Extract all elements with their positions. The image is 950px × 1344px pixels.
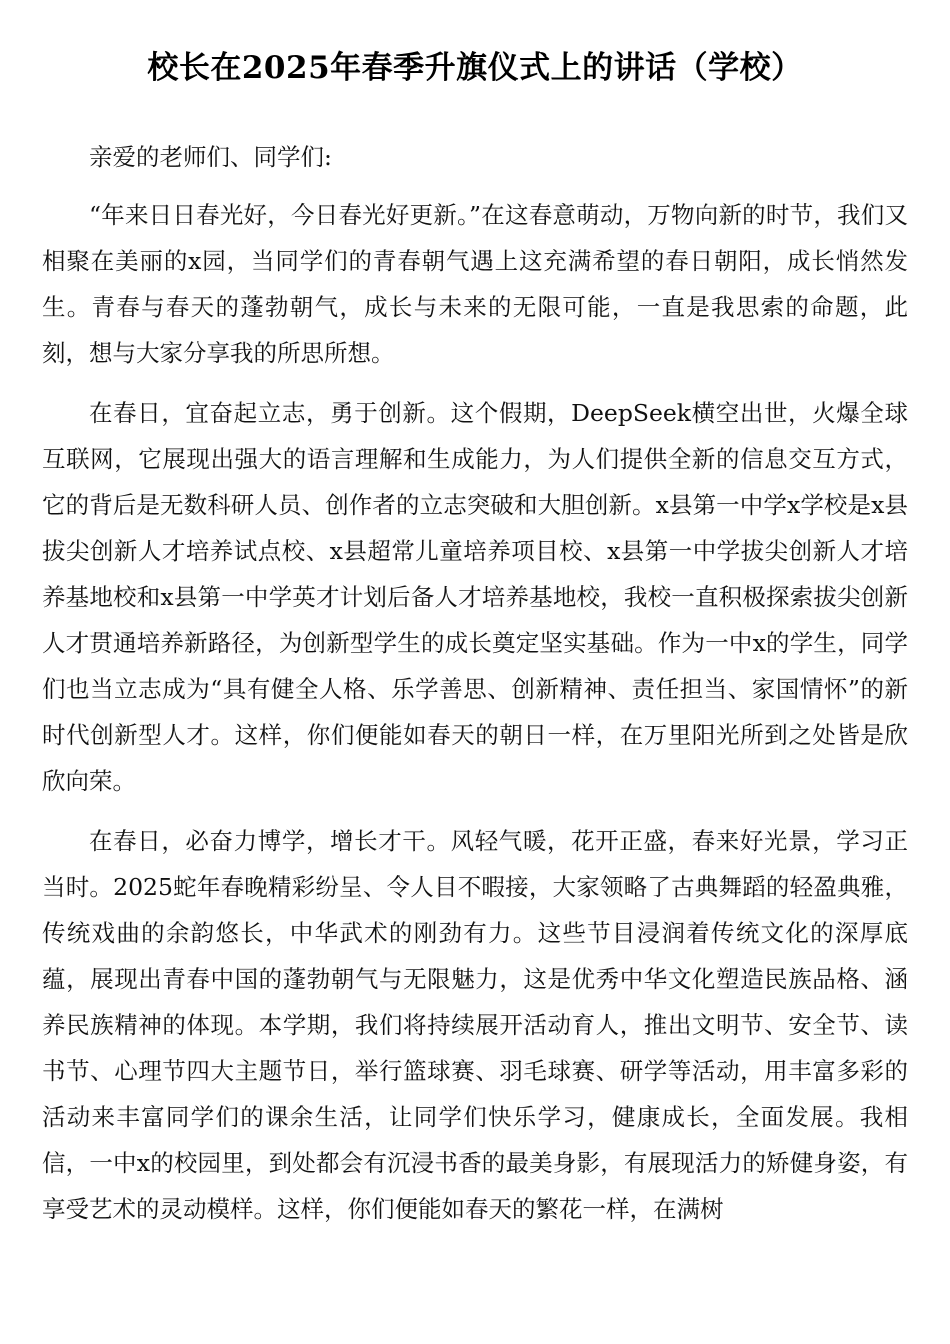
document-page: [42, 0, 908, 1246]
document-title: 校长在2025年春季升旗仪式上的讲话（学校）: [147, 50, 803, 86]
paragraph-3: 在春日，必奋力博学，增长才干。风轻气暖，花开正盛，春来好光景，学习正当时。2025蛇年春晚精彩纷呈、令人目不暇接，大家领略了古典舞蹈的轻盈典雅，传统戏曲的余韵悠长，中华武术的刚劲有力。这些节目浸润着传统文化的深厚底蕴，展现出青春中国的蓬勃朝气与无限魅力，这是优秀中华文化塑造民族品格、涵养民族精神的体现。本学期，我们将持续展开活动育人，推出文明节、安全节、读书节、心理节四大主题节日，举行篮球赛、羽毛球赛、研学等活动，用丰富多彩的活动来丰富同学们的课余生活，让同学们快乐学习，健康成长，全面发展。我相信，一中x的校园里，到处都会有沉浸书香的最美身影，有展现活力的矫健身姿，有享受艺术的灵动模样。这样，你们便能如春天的繁花一样，在满树: [42, 827, 908, 1223]
salutation: 亲爱的老师们、同学们:: [89, 143, 332, 171]
document-body: [42, 134, 908, 1232]
paragraph-2: 在春日，宜奋起立志，勇于创新。这个假期，DeepSeek横空出世，火爆全球互联网，它展现出强大的语言理解和生成能力，为人们提供全新的信息交互方式，它的背后是无数科研人员、创作者的立志突破和大胆创新。x县第一中学x学校是x县拔尖创新人才培养试点校、x县超常儿童培养项目校、x县第一中学拔尖创新人才培养基地校和x县第一中学英才计划后备人才培养基地校，我校一直积极探索拔尖创新人才贯通培养新路径，为创新型学生的成长奠定坚实基础。作为一中x的学生，同学们也当立志成为“具有健全人格、乐学善思、创新精神、责任担当、家国情怀”的新时代创新型人才。这样，你们便能如春天的朝日一样，在万里阳光所到之处皆是欣欣向荣。: [42, 399, 908, 795]
paragraph-1: “年来日日春光好，今日春光好更新。”在这春意萌动，万物向新的时节，我们又相聚在美丽的x园，当同学们的青春朝气遇上这充满希望的春日朝阳，成长悄然发生。青春与春天的蓬勃朝气，成长与未来的无限可能，一直是我思索的命题，此刻，想与大家分享我的所思所想。: [42, 201, 908, 367]
